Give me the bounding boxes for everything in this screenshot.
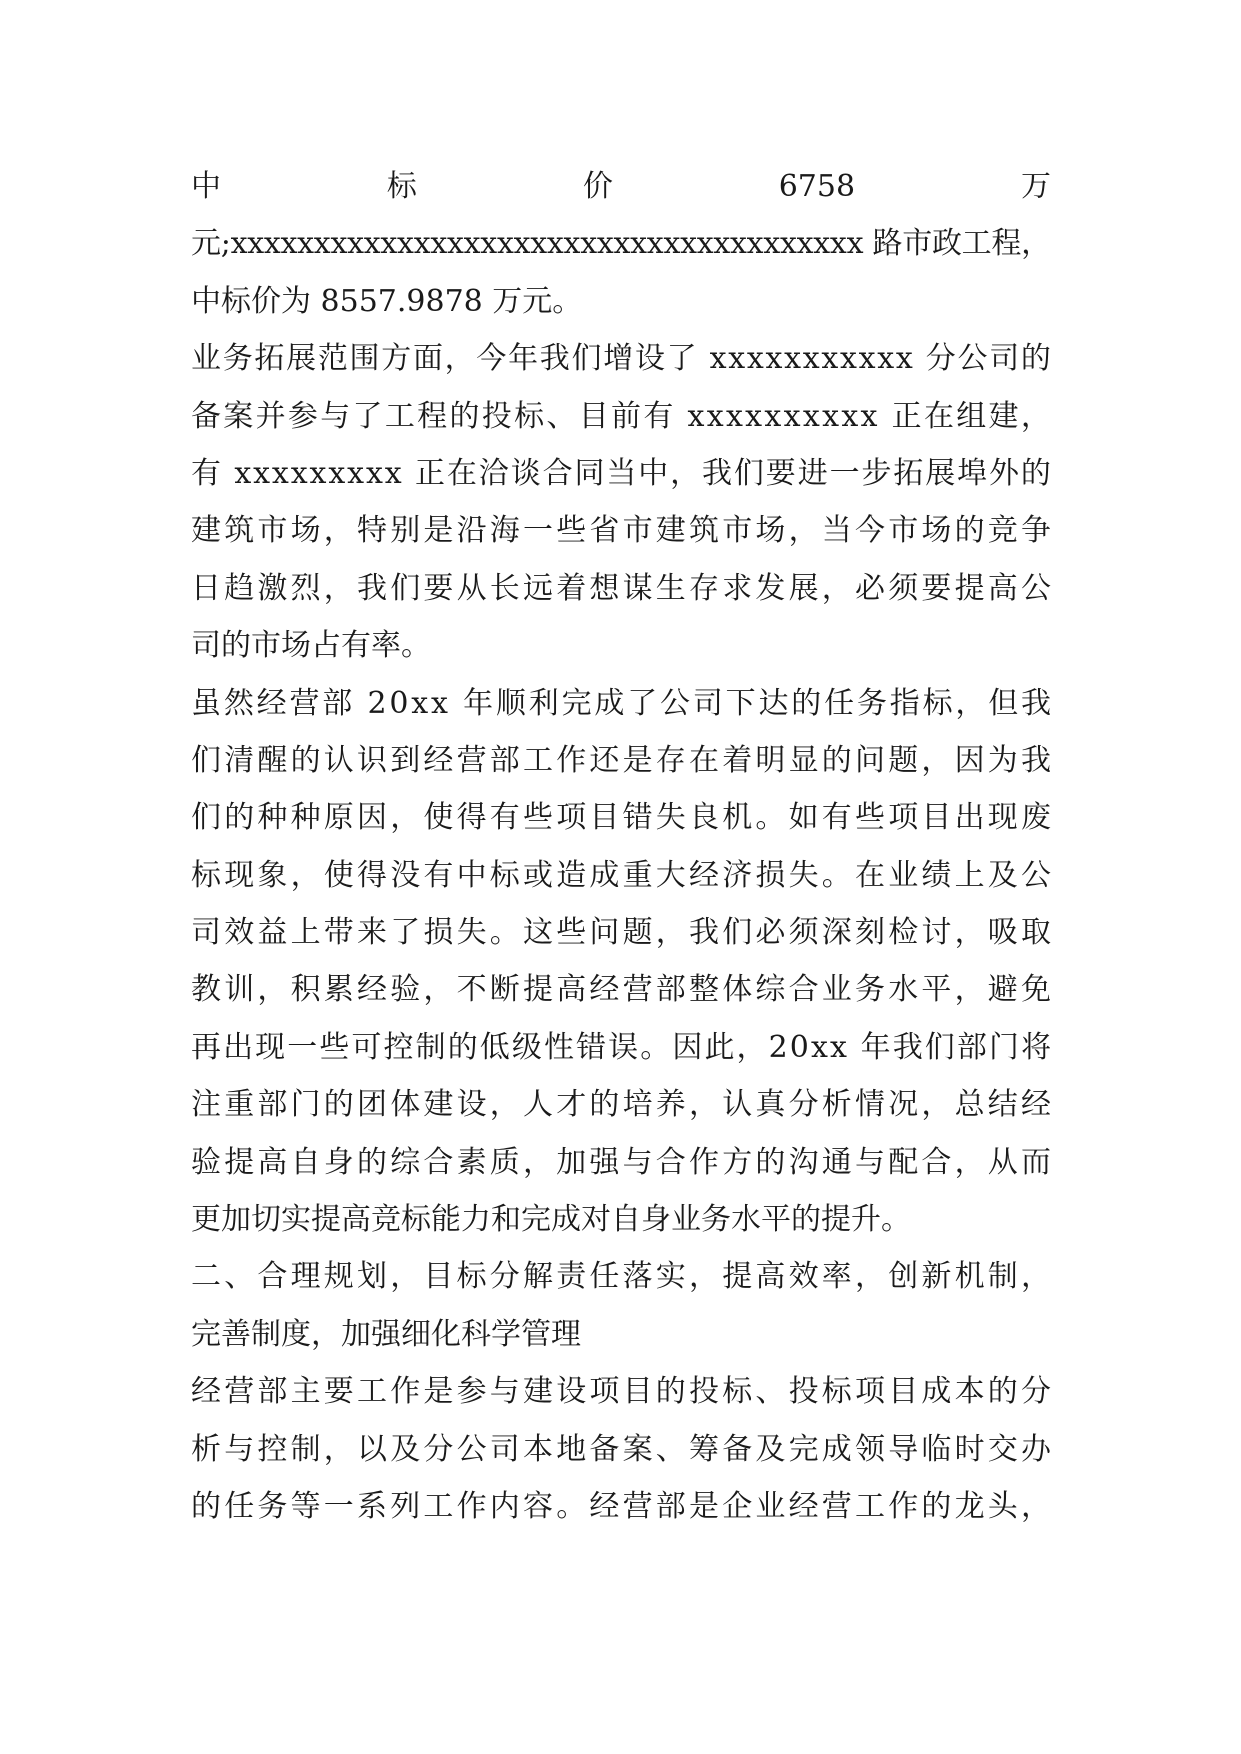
text-line: 教训，积累经验，不断提高经营部整体综合业务水平，避免 xyxy=(191,972,1055,1008)
text-line: 们清醒的认识到经营部工作还是存在着明显的问题，因为我 xyxy=(191,742,1055,778)
text-line: 更加切实提高竞标能力和完成对自身业务水平的提升。 xyxy=(191,1202,911,1238)
text-token: 万 xyxy=(1020,169,1051,204)
text-line: 验提高自身的综合素质，加强与合作方的沟通与配合，从而 xyxy=(191,1144,1055,1180)
section-heading-line: 二、合理规划，目标分解责任落实，提高效率，创新机制， xyxy=(191,1259,1055,1295)
text-token: 6758 xyxy=(778,169,856,204)
text-line: 标现象，使得没有中标或造成重大经济损失。在业绩上及公 xyxy=(191,857,1055,893)
text-line: 注重部门的团体建设，人才的培养，认真分析情况，总结经 xyxy=(191,1087,1055,1123)
text-line: 们的种种原因，使得有些项目错失良机。如有些项目出现废 xyxy=(191,800,1055,836)
text-line: 析与控制，以及分公司本地备案、筹备及完成领导临时交办 xyxy=(191,1431,1055,1467)
text-line: 司的市场占有率。 xyxy=(191,628,431,664)
text-token: 标 xyxy=(386,169,417,204)
text-line: 中标价为 8557.9878 万元。 xyxy=(191,283,583,319)
text-line-justified xyxy=(191,158,1051,215)
text-line: 日趋激烈，我们要从长远着想谋生存求发展，必须要提高公 xyxy=(191,570,1055,606)
text-line: 虽然经营部 20xx 年顺利完成了公司下达的任务指标，但我 xyxy=(191,685,1054,721)
text-line: 司效益上带来了损失。这些问题，我们必须深刻检讨，吸取 xyxy=(191,915,1055,951)
document-body xyxy=(191,158,1055,1535)
text-token: 价 xyxy=(582,169,613,204)
text-line: 建筑市场，特别是沿海一些省市建筑市场，当今市场的竞争 xyxy=(191,513,1055,549)
text-token: 中 xyxy=(191,169,221,204)
text-line: 的任务等一系列工作内容。经营部是企业经营工作的龙头， xyxy=(191,1488,1055,1524)
section-heading-line: 完善制度，加强细化科学管理 xyxy=(191,1316,581,1352)
text-line: 再出现一些可控制的低级性错误。因此，20xx 年我们部门将 xyxy=(191,1029,1054,1065)
text-line: 元;xxxxxxxxxxxxxxxxxxxxxxxxxxxxxxxxxxxxxx 路市政工程， xyxy=(191,226,1051,262)
text-line: 业务拓展范围方面，今年我们增设了 xxxxxxxxxxx 分公司的 xyxy=(191,341,1053,377)
text-line: 备案并参与了工程的投标、目前有 xxxxxxxxxx 正在组建， xyxy=(191,398,1054,434)
text-line: 经营部主要工作是参与建设项目的投标、投标项目成本的分 xyxy=(191,1374,1055,1410)
text-line: 有 xxxxxxxxx 正在洽谈合同当中，我们要进一步拓展埠外的 xyxy=(191,455,1053,491)
